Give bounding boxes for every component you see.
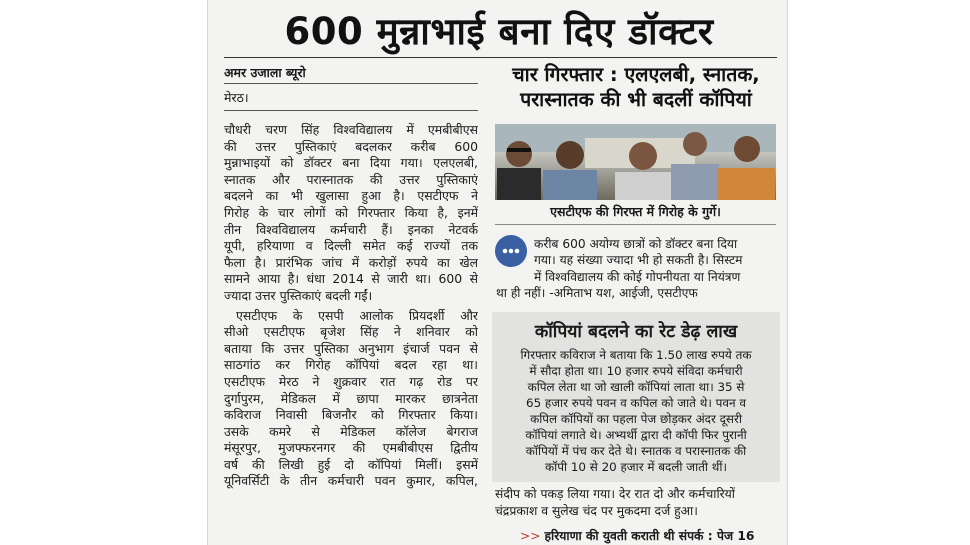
- box-line: गिरफ्तार कविराज ने बताया कि 1.50 लाख रुपये तक: [520, 348, 752, 362]
- speech-bubble-icon: [495, 235, 527, 267]
- box-line: कॉपियों में पंच कर देते थे। स्नातक व परास्नातक की: [525, 444, 747, 458]
- dateline-rule: [224, 110, 478, 111]
- rate-box-title: कॉपियां बदलने का रेट डेढ़ लाख: [534, 322, 738, 342]
- newspaper-clipping: [207, 0, 788, 545]
- quote-line: करीब 600 अयोग्य छात्रों को डॉक्टर बना दिया: [534, 237, 738, 251]
- text-line: यूपी, हरियाणा व दिल्ली समेत कई राज्यों तक: [224, 238, 478, 254]
- text-line: मुन्नाभाइयों को डॉक्टर बना दिया गया। एलएलबी,: [224, 155, 478, 171]
- text-line: मंसूरपुर, मुजफ्फरनगर की एमबीबीएस द्वितीय: [224, 440, 478, 456]
- continued-on-page: [520, 527, 755, 544]
- text-line: बदलने का भी खुलासा हुआ है। एसटीएफ ने: [224, 188, 478, 204]
- arrest-photo-illustration: [495, 124, 776, 200]
- box-line: 65 हजार रुपये पवन व कपिल को जाते थे। पवन व: [526, 396, 746, 410]
- box-line: कपिल लेता था जो खाली कॉपियां लाता था। 35 से: [527, 380, 745, 394]
- text-line: की उत्तर पुस्तिकाएं बदलकर करीब 600: [224, 138, 478, 154]
- rate-box-body: [502, 347, 770, 475]
- quote-line: में विश्वविद्यालय की कोई गोपनीयता या नियंत्रण: [534, 269, 741, 284]
- text-line: तीन विश्वविद्यालय कर्मचारी हैं। इनका नेटवर्क: [224, 221, 478, 237]
- article-column-1: [224, 122, 478, 493]
- subhead-line: चार गिरफ्तार : एलएलबी, स्नातक,: [512, 63, 760, 86]
- text-line: उसके कमरे से मेडिकल कॉलेज बेगराज: [224, 423, 478, 439]
- box-line: कॉपियां लगाते थे। अभ्यर्थी द्वारा दी कॉपी फिर पुरानी: [525, 428, 747, 442]
- article-column-2: [495, 486, 779, 520]
- text-line: बताया कि उत्तर पुस्तिका अनुभाग इंचार्ज पवन से: [224, 340, 478, 356]
- quote-line: गया। यह संख्या ज्यादा भी हो सकती है। सिस्टम: [534, 253, 743, 268]
- box-line: कॉपी 10 से 20 हजार में बदली जाती थीं।: [545, 460, 727, 474]
- text-line: कविराज निवासी बिजनौर को गिरफ्तार किया।: [224, 407, 478, 423]
- text-line: साठगांठ कर गिरोह कॉपियां बदल रहा था।: [224, 357, 478, 373]
- text-line: ज्यादा उत्तर पुस्तिकाएं बदली गईं।: [224, 287, 373, 303]
- box-line: में सौदा होता था। 10 हजार रुपये संविदा कर्मचारी: [529, 364, 743, 378]
- text-line: चंद्रप्रकाश व सुलेख चंद पर मुकदमा दर्ज हुआ।: [495, 504, 698, 518]
- text-line: एसटीएफ मेरठ ने शुक्रवार रात गढ़ रोड पर: [224, 373, 478, 389]
- text-line: एसटीएफ के एसपी आलोक प्रियदर्शी और: [236, 307, 478, 323]
- subheadline: [495, 62, 777, 112]
- official-quote: [496, 236, 778, 301]
- text-line: गिरोह के चार लोगों को गिरफ्तार किया है, इनमें: [224, 204, 478, 220]
- headline: 600 मुन्नाभाई बना दिए डॉक्टर: [284, 10, 714, 53]
- text-line: यूनिवर्सिटी के तीन कर्मचारी पवन कुमार, कपिल,: [224, 473, 478, 489]
- quote-line: था ही नहीं। -अमिताभ यश, आईजी, एसटीएफ: [496, 285, 698, 300]
- subhead-line: परास्नातक की भी बदलीं कॉपियां: [520, 88, 752, 111]
- text-line: सामने आया है। धंधा 2014 से जारी था। 600 से: [224, 271, 478, 287]
- paragraph-1: [224, 122, 478, 305]
- byline: अमर उजाला ब्यूरो: [224, 65, 306, 80]
- jump-marker: >>: [520, 529, 541, 543]
- text-line: सीओ एसटीएफ बृजेश सिंह ने शनिवार को: [224, 324, 478, 340]
- text-line: स्नातक और परास्नातक की उत्तर पुस्तिकाएं: [224, 171, 478, 187]
- photo-caption: एसटीएफ की गिरफ्त में गिरोह के गुर्गे।: [550, 204, 721, 219]
- text-line: दुर्गापुरम, मेडिकल में छापा मारकर छात्रनेता: [224, 390, 478, 406]
- headline-rule: [224, 57, 777, 58]
- text-line: चौधरी चरण सिंह विश्वविद्यालय में एमबीबीएस: [224, 122, 478, 137]
- text-line: संदीप को पकड़ लिया गया। देर रात दो और कर्मचारियों: [495, 487, 735, 501]
- arrest-photo: [495, 124, 776, 200]
- rate-box: [492, 312, 780, 482]
- dateline: मेरठ।: [224, 90, 249, 105]
- byline-rule: [224, 83, 478, 84]
- text-line: वर्ष की लिखी हुई दो कॉपियां मिलीं। इसमें: [224, 456, 478, 472]
- jump-text: हरियाणा की युवती कराती थी संपर्क : पेज 16: [544, 529, 755, 543]
- caption-rule: [495, 224, 776, 225]
- box-line: कपिल कॉपियों का पहला पेज छोड़कर अंदर दूसरी: [530, 412, 742, 426]
- paragraph-2: [224, 308, 478, 491]
- text-line: फैला है। प्रारंभिक जांच में करोड़ों रुपये का खेल: [224, 254, 478, 270]
